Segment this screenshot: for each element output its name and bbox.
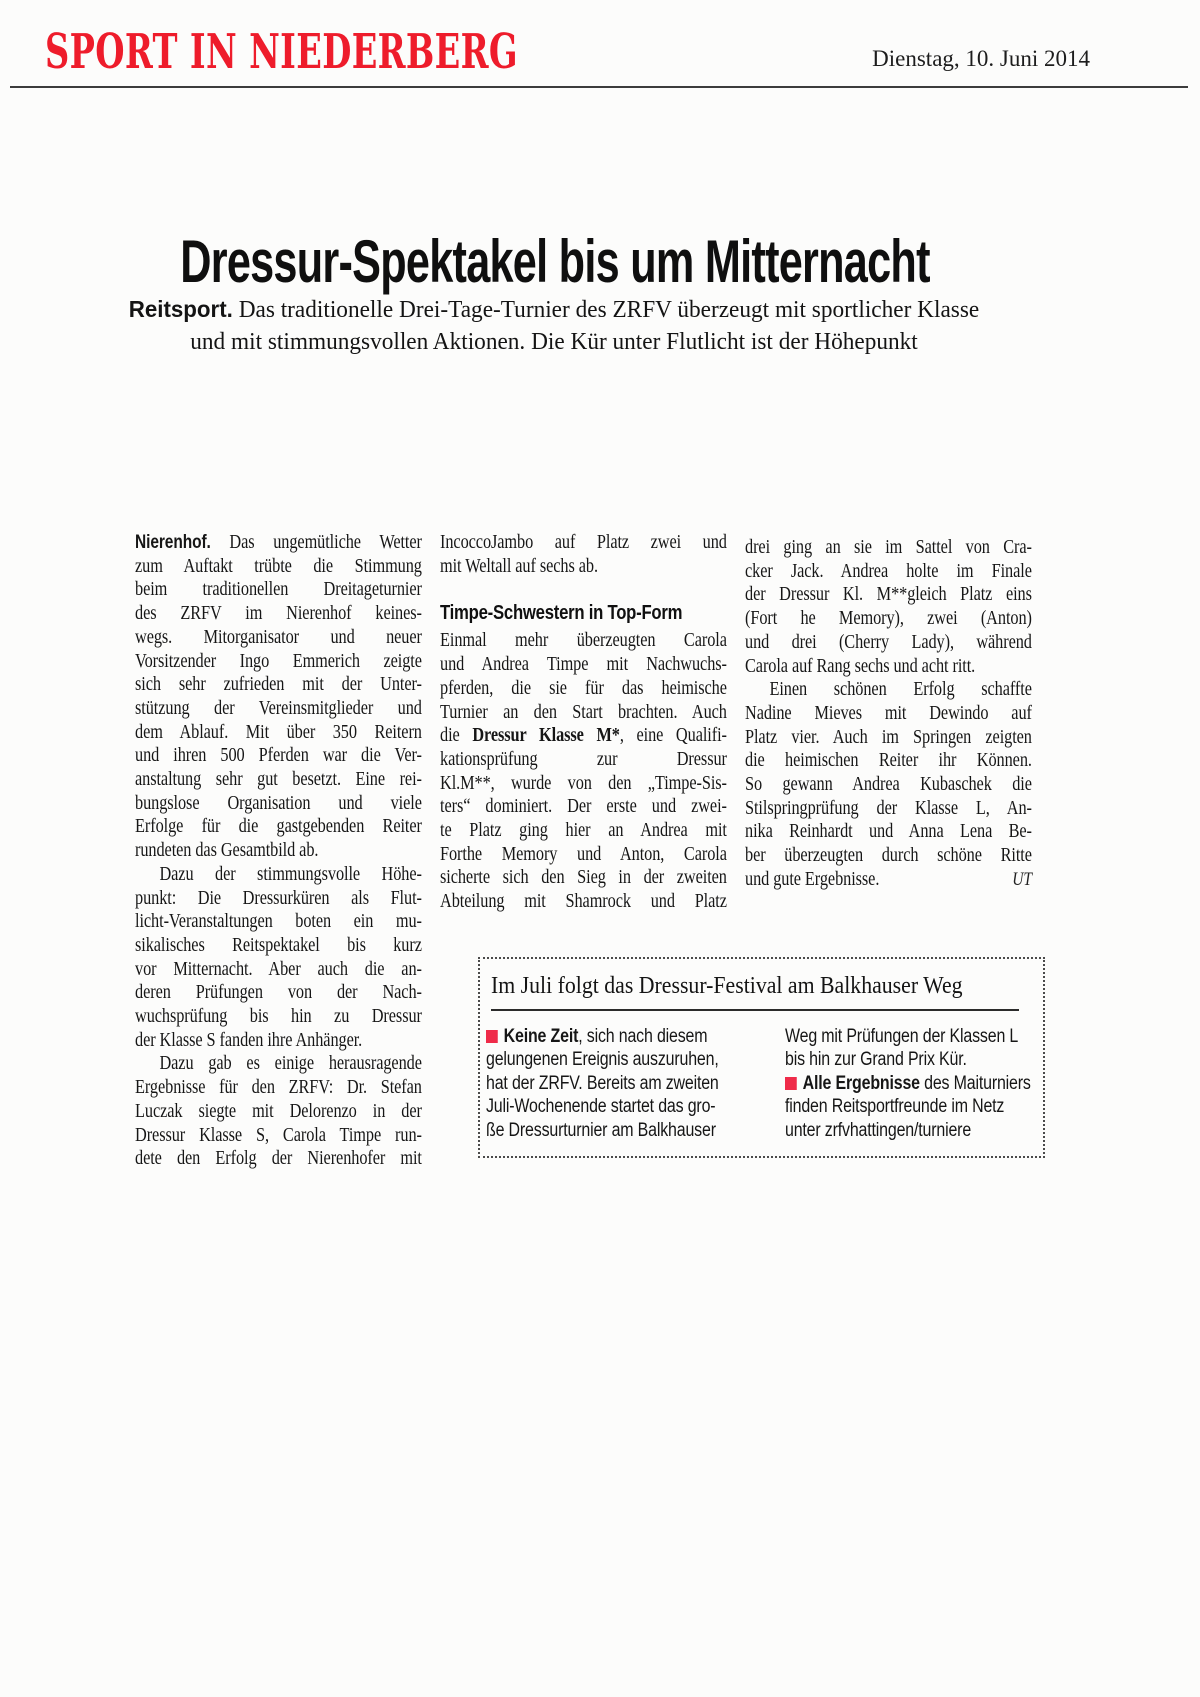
infobox-text-line: ße Dressurturnier am Balkhauser — [486, 1119, 716, 1141]
infobox-text-line: finden Reitsportfreunde im Netz — [785, 1096, 1005, 1118]
infobox-column-right — [785, 1025, 1047, 1142]
article-headline: Dressur-Spektakel bis um Mitternacht — [180, 228, 930, 295]
text-line: vor Mitternacht. Aber auch die an- — [135, 957, 422, 980]
text-line: Vorsitzender Ingo Emmerich zeigte — [135, 649, 422, 672]
text-line: Platz vier. Auch im Springen zeigten — [745, 725, 1032, 748]
text-line: Luczak siegte mit Delorenzo in der — [135, 1099, 422, 1122]
text-line: Kl.M**, wurde von den „Timpe-Sis- — [440, 771, 727, 794]
text-line: des ZRFV im Nierenhof keines- — [135, 602, 422, 625]
text-line: te Platz ging hier an Andrea mit — [440, 819, 727, 842]
article-column-2 — [440, 531, 727, 914]
infobox-text-line: Juli-Wochenende startet das gro- — [486, 1096, 716, 1118]
text-line: Dazu der stimmungsvolle Höhe- — [159, 862, 422, 885]
text-line: Ergebnisse für den ZRFV: Dr. Stefan — [135, 1076, 422, 1099]
text-line: Erfolge für die gastgebenden Reiter — [135, 815, 422, 838]
text-line: IncoccoJambo auf Platz zwei und — [440, 531, 727, 553]
text-line: Dazu gab es einige herausragende — [159, 1052, 422, 1075]
text-line: sicherte sich den Sieg in der zweiten — [440, 866, 727, 889]
article-column-3 — [745, 536, 1032, 892]
text-line: Forthe Memory und Anton, Carola — [440, 842, 727, 865]
text-line: sich sehr zufrieden mit der Unter- — [135, 673, 422, 696]
text-line: (Fort he Memory), zwei (Anton) — [745, 607, 1032, 630]
infobox-text-line: Weg mit Prüfungen der Klassen L — [785, 1026, 1019, 1047]
section-title: SPORT IN NIEDERBERG — [45, 24, 518, 80]
text-line: rundeten das Gesamtbild ab. — [135, 839, 319, 862]
text-line: pferden, die sie für das heimische — [440, 676, 727, 699]
text-line: cker Jack. Andrea holte im Finale — [745, 559, 1032, 582]
text-line: Abteilung mit Shamrock und Platz — [440, 890, 727, 913]
text-line: Carola auf Rang sechs und acht ritt. — [745, 654, 976, 677]
column-subhead: Timpe-Schwestern in Top-Form — [440, 601, 683, 625]
text-line: und gute Ergebnisse. UT — [745, 867, 1032, 890]
infobox-text-line: hat der ZRFV. Bereits am zweiten — [486, 1072, 719, 1094]
text-line: Turnier an den Start brachten. Auch — [440, 700, 727, 723]
infobox-title — [491, 972, 1019, 1011]
text-line: Dressur Klasse S, Carola Timpe run- — [135, 1123, 422, 1146]
text-line: ters“ dominiert. Der erste und zwei- — [440, 795, 727, 818]
text-line: kationsprüfung zur Dressur — [440, 747, 727, 770]
infobox-column-left — [486, 1025, 748, 1142]
article-column-1 — [135, 531, 422, 1171]
text-line: mit Weltall auf sechs ab. — [440, 554, 598, 577]
text-line: So gewann Andrea Kubaschek die — [745, 773, 1032, 796]
text-line: sikalisches Reitspektakel bis kurz — [135, 933, 422, 956]
text-line: bungslose Organisation und viele — [135, 791, 422, 814]
infobox — [478, 957, 1045, 1158]
text-line: wuchsprüfung bis hin zu Dressur — [135, 1005, 422, 1028]
infobox-text-line: gelungenen Ereignis auszuruhen, — [486, 1049, 719, 1071]
text-line: nika Reinhardt und Anna Lena Be- — [745, 820, 1032, 843]
issue-date: Dienstag, 10. Juni 2014 — [872, 46, 1090, 71]
text-line: zum Auftakt trübte die Stimmung — [135, 554, 422, 577]
text-line: die heimischen Reiter ihr Können. — [745, 749, 1032, 772]
text-line: Nadine Mieves mit Dewindo auf — [745, 701, 1032, 724]
infobox-text-line: Keine Zeit, sich nach diesem — [486, 1025, 748, 1048]
header-divider — [10, 86, 1188, 88]
infobox-title-text: Im Juli folgt das Dressur-Festival am Balkhauser Weg — [491, 972, 963, 999]
text-line: wegs. Mitorganisator und neuer — [135, 625, 422, 648]
text-line: Einen schönen Erfolg schaffte — [769, 678, 1032, 701]
deck-line-1: Reitsport. Das traditionelle Drei-Tage-Turnier des ZRFV überzeugt mit sportlicher Klasse — [128, 296, 980, 323]
infobox-text-line: bis hin zur Grand Prix Kür. — [785, 1049, 967, 1071]
deck-line-2: und mit stimmungsvollen Aktionen. Die Kür unter Flutlicht ist der Höhepunkt — [190, 329, 918, 355]
text-line: Stilspringprüfung der Klasse L, An- — [745, 796, 1032, 819]
text-line: dem Ablauf. Mit über 350 Reitern — [135, 720, 422, 743]
text-line: und Andrea Timpe mit Nachwuchs- — [440, 653, 727, 676]
text-line: und drei (Cherry Lady), während — [745, 630, 1032, 653]
text-line: drei ging an sie im Sattel von Cra- — [745, 536, 1032, 558]
red-square-bullet — [785, 1077, 797, 1090]
text-line: stützung der Vereinsmitglieder und — [135, 696, 422, 719]
text-line: punkt: Die Dressurküren als Flut- — [135, 886, 422, 909]
text-line: Einmal mehr überzeugten Carola — [440, 629, 727, 652]
text-line: beim traditionellen Dreitageturnier — [135, 578, 422, 601]
text-line: deren Prüfungen von der Nach- — [135, 981, 422, 1004]
text-line: Nierenhof. Das ungemütliche Wetter — [135, 531, 422, 553]
infobox-text-line: Alle Ergebnisse des Maiturniers — [785, 1072, 1047, 1095]
infobox-text-line: unter zrfvhattingen/turniere — [785, 1119, 972, 1141]
text-line: und ihren 500 Pferden war die Ver- — [135, 744, 422, 767]
text-line: anstaltung sehr gut besetzt. Eine rei- — [135, 768, 422, 791]
red-square-bullet — [486, 1030, 498, 1043]
text-line: der Dressur Kl. M**gleich Platz eins — [745, 583, 1032, 606]
author-signature: UT — [1012, 868, 1032, 890]
text-line: die Dressur Klasse M*, eine Qualifi- — [440, 724, 727, 747]
text-line: ber überzeugten durch schöne Ritte — [745, 844, 1032, 867]
text-line: dete den Erfolg der Nierenhofer mit — [135, 1147, 422, 1170]
text-line: der Klasse S fanden ihre Anhänger. — [135, 1028, 363, 1051]
text-line: licht-Veranstaltungen boten ein mu- — [135, 910, 422, 933]
